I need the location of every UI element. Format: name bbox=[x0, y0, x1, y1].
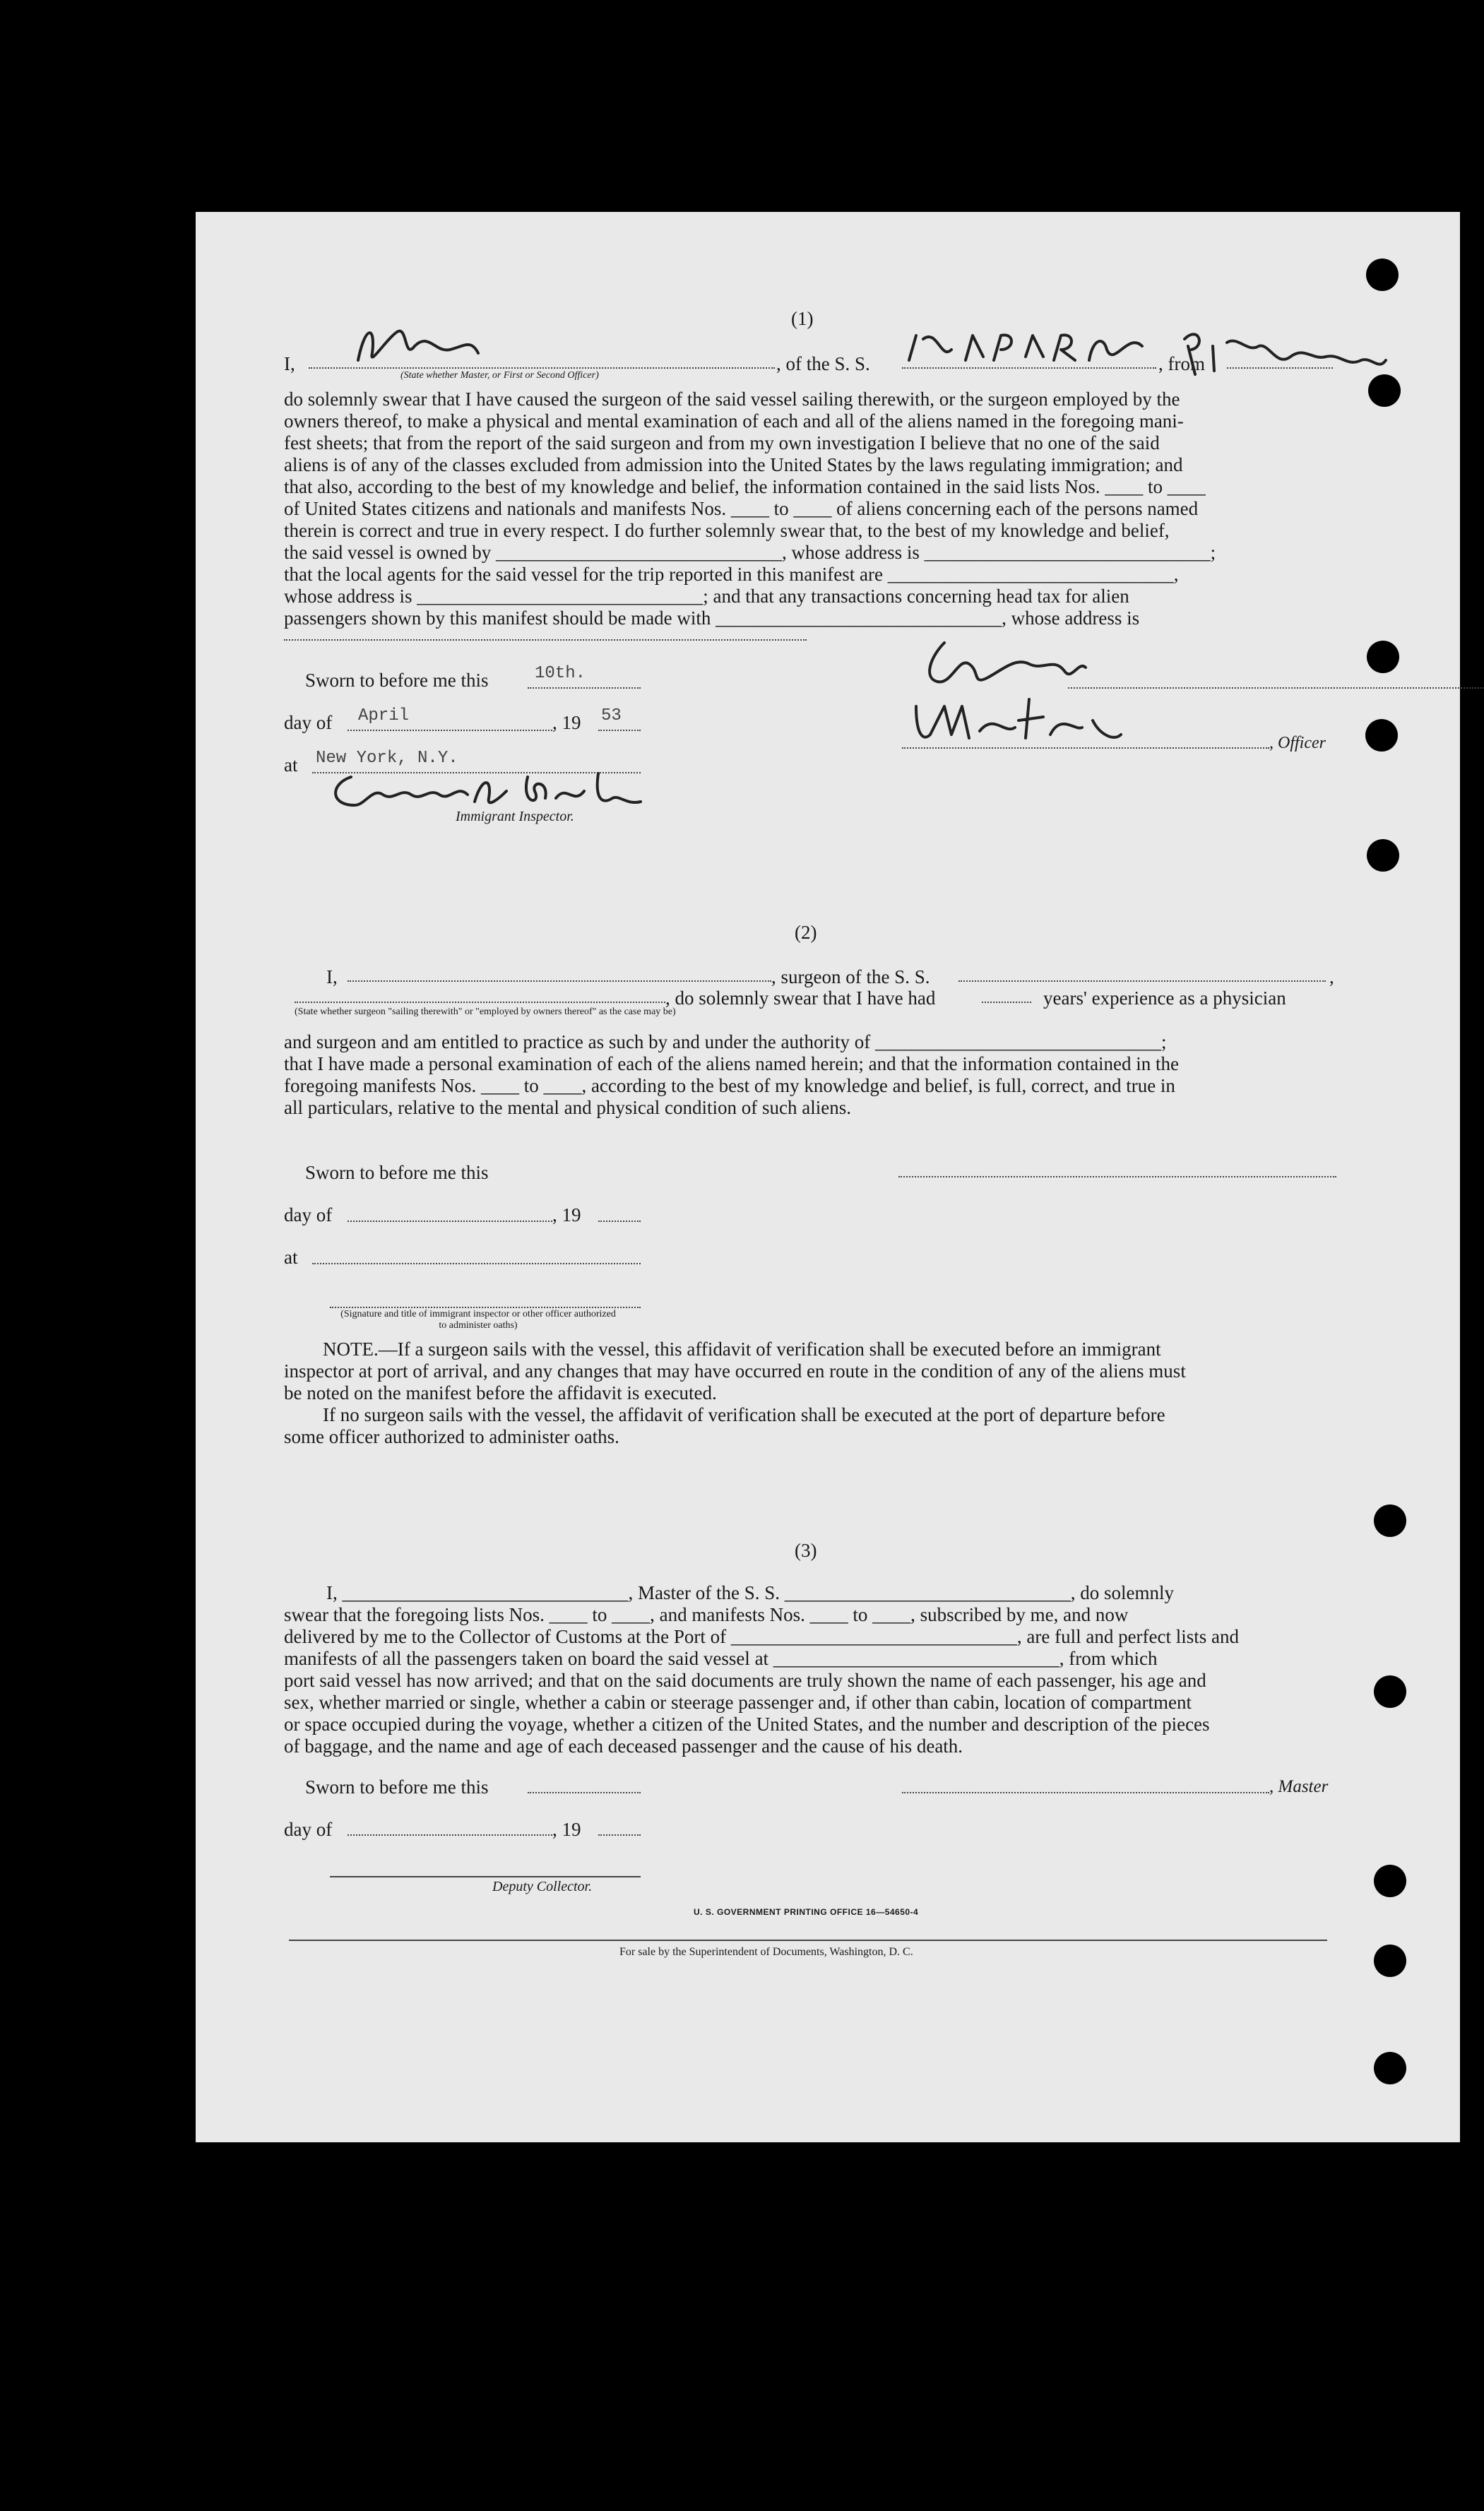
year-prefix: , 19 bbox=[552, 1204, 581, 1225]
note-line: be noted on the manifest before the affidavit is executed. bbox=[284, 1382, 717, 1403]
section1-oath-line: the said vessel is owned by ______________________________, whose address is ______________________________; bbox=[284, 542, 1216, 563]
comma: , bbox=[1329, 966, 1334, 987]
year-prefix: , 19 bbox=[552, 1819, 581, 1840]
officer-signature-line-2 bbox=[902, 747, 1269, 749]
at-label: at bbox=[284, 754, 298, 776]
punch-hole bbox=[1374, 1504, 1406, 1537]
officer-caption: (State whether Master, or First or Second Officer) bbox=[400, 370, 599, 381]
section1-oath-line: passengers shown by this manifest should be made with ______________________________, whose address is bbox=[284, 607, 1140, 629]
i-label: I, bbox=[284, 353, 295, 374]
officer-label: , Officer bbox=[1269, 734, 1326, 752]
surgeon-signature-line bbox=[898, 1176, 1336, 1177]
at-label: at bbox=[284, 1247, 298, 1268]
i-label: I, bbox=[326, 966, 338, 987]
footer-rule bbox=[289, 1940, 1327, 1941]
month-line bbox=[348, 1834, 552, 1836]
punch-hole bbox=[1366, 259, 1399, 291]
punch-hole bbox=[1374, 2052, 1406, 2084]
inspector-caption: Immigrant Inspector. bbox=[456, 809, 574, 824]
years-line bbox=[982, 1002, 1031, 1003]
punch-hole bbox=[1374, 1945, 1406, 1977]
section3-oath-line: sex, whether married or single, whether a cabin or steerage passenger and, if other than cabin, location of compartment bbox=[284, 1692, 1192, 1713]
section2-oath-line: foregoing manifests Nos. ____ to ____, according to the best of my knowledge and belief, is full, correct, and true in bbox=[284, 1075, 1175, 1096]
section1-oath-line: owners thereof, to make a physical and mental examination of each and all of the aliens named in the foregoing mani- bbox=[284, 410, 1184, 432]
for-sale-note: For sale by the Superintendent of Documents, Washington, D. C. bbox=[619, 1946, 913, 1958]
location-value: New York, N.Y. bbox=[316, 749, 458, 768]
section1-oath-line: fest sheets; that from the report of the said surgeon and from my own investigation I believe that no one of the said bbox=[284, 432, 1160, 453]
punch-hole bbox=[1367, 641, 1399, 673]
master-label: , Master bbox=[1269, 1777, 1329, 1796]
section1-oath-line: that also, according to the best of my knowledge and belief, the information contained in the said lists Nos. ____ to ____ bbox=[284, 476, 1206, 497]
day-of-label: day of bbox=[284, 1819, 333, 1840]
sworn-day-line bbox=[528, 687, 641, 689]
section2-oath-line: that I have made a personal examination of each of the aliens named herein; and that the information contained in the bbox=[284, 1053, 1180, 1074]
punch-hole bbox=[1374, 1865, 1406, 1897]
printing-office-note: U. S. GOVERNMENT PRINTING OFFICE 16—54650-4 bbox=[694, 1907, 919, 1917]
note-line: some officer authorized to administer oaths. bbox=[284, 1426, 619, 1447]
day-of-label: day of bbox=[284, 712, 333, 733]
month-line bbox=[348, 730, 552, 731]
surgeon-caption: (State whether surgeon "sailing therewith" or "employed by owners thereof" as the case may be) bbox=[295, 1007, 676, 1017]
section3-oath-line: or space occupied during the voyage, whether a citizen of the United States, and the number and description of the pieces bbox=[284, 1714, 1210, 1735]
sworn-label: Sworn to before me this bbox=[305, 1776, 489, 1798]
section3-oath-line: I, ______________________________, Master of the S. S. ______________________________, do solemnly bbox=[326, 1582, 1174, 1603]
signature-caption: (Signature and title of immigrant inspector or other officer authorized to administer oaths) bbox=[340, 1309, 616, 1331]
section1-oath-line: therein is correct and true in every respect. I do further solemnly swear that, to the best of my knowledge and belief, bbox=[284, 520, 1170, 541]
section-number: (1) bbox=[791, 308, 814, 329]
master-signature-line bbox=[902, 1792, 1269, 1793]
year-prefix: , 19 bbox=[552, 712, 581, 733]
note-line: If no surgeon sails with the vessel, the affidavit of verification shall be executed at the port of departure before bbox=[323, 1404, 1165, 1425]
section3-oath-line: of baggage, and the name and age of each deceased passenger and the cause of his death. bbox=[284, 1735, 963, 1757]
section1-oath-line: that the local agents for the said vessel for the trip reported in this manifest are ______________________________, bbox=[284, 564, 1179, 585]
surgeon-status-line bbox=[295, 1002, 665, 1003]
deputy-caption: Deputy Collector. bbox=[492, 1879, 593, 1894]
section3-oath-line: port said vessel has now arrived; and that on the said documents are truly shown the name of each passenger, his age and bbox=[284, 1670, 1206, 1691]
section-number: (3) bbox=[795, 1540, 817, 1561]
swear-label: , do solemnly swear that I have had bbox=[665, 987, 936, 1009]
punch-hole bbox=[1374, 1675, 1406, 1708]
month-value: April bbox=[358, 706, 410, 725]
section3-oath-line: delivered by me to the Collector of Customs at the Port of ______________________________, are full and perfect lists and bbox=[284, 1626, 1240, 1647]
inspector-signature-line bbox=[330, 1307, 641, 1308]
deputy-signature-line bbox=[330, 1876, 641, 1877]
sworn-day-line bbox=[528, 1792, 641, 1793]
officer-signature-handwriting bbox=[344, 311, 499, 374]
departure-port-handwriting bbox=[1170, 318, 1396, 381]
sworn-label: Sworn to before me this bbox=[305, 670, 489, 691]
day-of-label: day of bbox=[284, 1204, 333, 1225]
section2-oath-line: and surgeon and am entitled to practice as such by and under the authority of ______________________________; bbox=[284, 1031, 1167, 1052]
surgeon-vessel-line bbox=[958, 980, 1326, 982]
section1-oath-line: do solemnly swear that I have caused the surgeon of the said vessel sailing therewith, or the surgeon employed by the bbox=[284, 388, 1180, 410]
location-line bbox=[312, 1263, 641, 1264]
note-line: inspector at port of arrival, and any changes that may have occurred en route in the condition of any of the aliens must bbox=[284, 1360, 1186, 1382]
section-number: (2) bbox=[795, 922, 817, 943]
years-experience-label: years' experience as a physician bbox=[1043, 987, 1286, 1009]
year-line bbox=[598, 1834, 641, 1836]
month-line bbox=[348, 1221, 552, 1222]
year-line bbox=[598, 1221, 641, 1222]
section2-oath-line: all particulars, relative to the mental and physical condition of such aliens. bbox=[284, 1097, 851, 1118]
address-continuation-line bbox=[284, 639, 807, 641]
officer-signature-line-1 bbox=[1068, 687, 1484, 689]
from-label: , from bbox=[1158, 353, 1205, 374]
year-line bbox=[598, 730, 641, 731]
section1-oath-line: aliens is of any of the classes excluded from admission into the United States by the laws regulating immigration; and bbox=[284, 454, 1183, 475]
surgeon-of-label: , surgeon of the S. S. bbox=[771, 966, 930, 987]
note-line: NOTE.—If a surgeon sails with the vessel, this affidavit of verification shall be executed before an immigrant bbox=[323, 1338, 1161, 1360]
sworn-label: Sworn to before me this bbox=[305, 1162, 489, 1183]
of-ss-label: , of the S. S. bbox=[776, 353, 870, 374]
year-value: 53 bbox=[601, 706, 622, 725]
officer-signature bbox=[902, 629, 1255, 763]
punch-hole bbox=[1367, 839, 1399, 872]
section1-oath-line: whose address is ______________________________; and that any transactions concerning head tax for alien bbox=[284, 586, 1129, 607]
surgeon-name-line bbox=[348, 980, 771, 982]
manifest-oath-page bbox=[196, 212, 1460, 2142]
section3-oath-line: swear that the foregoing lists Nos. ____ to ____, and manifests Nos. ____ to ____, subscribed by me, and now bbox=[284, 1604, 1129, 1625]
punch-hole bbox=[1365, 719, 1398, 752]
section1-oath-line: of United States citizens and nationals and manifests Nos. ____ to ____ of aliens concerning each of the persons named bbox=[284, 498, 1199, 519]
sworn-day-value: 10th. bbox=[535, 664, 586, 683]
section3-oath-line: manifests of all the passengers taken on board the said vessel at ______________________________, from which bbox=[284, 1648, 1158, 1669]
vessel-name-handwriting bbox=[902, 318, 1156, 374]
